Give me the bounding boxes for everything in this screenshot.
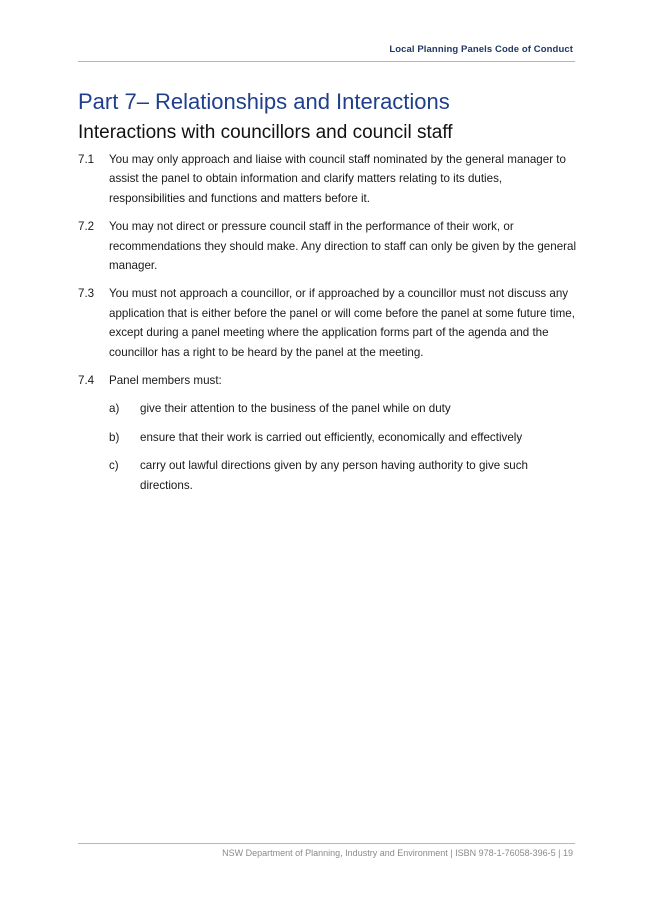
part-title: Part 7– Relationships and Interactions <box>78 89 450 114</box>
clause-number: 7.4 <box>78 374 95 388</box>
list-item-text: give their attention to the business of the panel while on duty <box>140 402 451 416</box>
clause-7-1 <box>78 150 578 208</box>
clause-7-2 <box>78 217 578 275</box>
header-title: Local Planning Panels Code of Conduct <box>389 44 573 55</box>
list-item <box>109 456 578 495</box>
clause-text: You may only approach and liaise with council staff nominated by the general manager to assist the panel to obtain information and clarify matters relating to its duties, responsibilities and functions and matters before it. <box>109 153 566 205</box>
clause-text: Panel members must: <box>109 374 222 388</box>
page-header <box>78 44 575 62</box>
list-item-letter: c) <box>109 459 119 473</box>
clause-list <box>78 150 578 504</box>
list-item-letter: a) <box>109 402 120 416</box>
footer-text: NSW Department of Planning, Industry and Environment | ISBN 978-1-76058-396-5 | 19 <box>222 848 573 858</box>
clause-text: You must not approach a councillor, or if approached by a councillor must not discuss any application that is either before the panel or will come before the panel at some future time, except during a panel meeting where the application forms part of the agenda and the councillor has a right to be heard by the panel at the meeting. <box>109 287 575 359</box>
section-title: Interactions with councillors and council staff <box>78 122 453 143</box>
clause-number: 7.1 <box>78 153 95 166</box>
list-item <box>109 399 578 418</box>
panel-duties-list <box>109 399 578 495</box>
list-item-text: ensure that their work is carried out efficiently, economically and effectively <box>140 430 523 444</box>
list-item-letter: b) <box>109 430 120 444</box>
list-item-text: carry out lawful directions given by any person having authority to give such directions. <box>140 459 528 492</box>
clause-text: You may not direct or pressure council staff in the performance of their work, or recommendations they should make. Any direction to staff can only be given by the general manager. <box>109 220 577 273</box>
page-footer <box>78 843 575 858</box>
clause-7-3 <box>78 284 578 362</box>
list-item <box>109 428 578 447</box>
clause-number: 7.2 <box>78 220 95 234</box>
clause-7-4 <box>78 371 578 390</box>
clause-number: 7.3 <box>78 287 95 301</box>
